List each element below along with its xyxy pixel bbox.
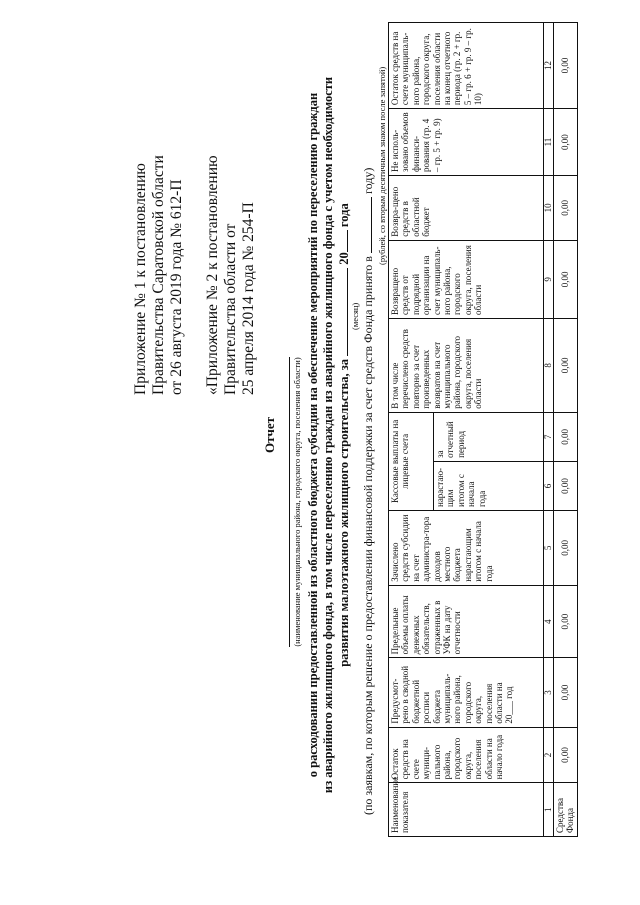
col-header-4: Предельные объемы оплаты денежных обязательств, отраженных в УФК на дату отчетности	[389, 585, 544, 658]
column-number-row	[544, 23, 554, 837]
table-cell: 0,00	[554, 727, 578, 783]
col-header-7: за отчетный период	[434, 412, 544, 461]
col-header-3: Предусмот-рено в сводной бюджетной росписи бюджета муниципаль-ного района, городского округа, поселения области на 20___ год	[389, 658, 544, 727]
header-line-5: Правительства области от	[222, 223, 239, 395]
col-header-6-7: Кассовые выплаты на лицевые счета	[389, 412, 434, 510]
year-blank	[336, 230, 348, 252]
units-note: (рублей, со вторым десятичным знаком после запятой)	[377, 66, 387, 265]
report-title: Отчет	[262, 417, 277, 453]
column-number: 9	[544, 240, 554, 318]
table-row	[554, 23, 578, 837]
column-number: 5	[544, 511, 554, 586]
col-header-8: В том числе перечислено средств повторно за счет произведенных возвратов на счет муниципального района, городского округа, поселения области	[389, 318, 544, 412]
column-number: 6	[544, 461, 554, 510]
table-cell: 0,00	[554, 585, 578, 658]
column-number: 3	[544, 658, 554, 727]
subject-line-1: о расходовании предоставленной из областного бюджета субсидии на обеспечение мероприятий по переселению граждан	[306, 92, 320, 778]
appendix-header	[132, 95, 258, 395]
table-header-row	[389, 23, 434, 837]
table-cell: 0,00	[554, 23, 578, 109]
header-line-6: 25 апреля 2014 года № 254-П	[240, 202, 257, 395]
table-cell: 0,00	[554, 240, 578, 318]
column-number: 2	[544, 727, 554, 783]
table-cell: 0,00	[554, 658, 578, 727]
col-header-1: Наименование показателя	[389, 783, 544, 837]
column-number: 1	[544, 783, 554, 837]
subject-line-3: развития малоэтажного жилищного строительства, за 20 года	[337, 203, 351, 667]
table-cell: 0,00	[554, 176, 578, 241]
col-header-9: Возвращено средств от подрядной организации на счет муниципаль-ного района, городского округа, поселения области	[389, 240, 544, 318]
applications-line: (по заявкам, по которым решение о предоставлении финансовой поддержки за счет средств Фонда принято в году)	[361, 167, 375, 815]
column-number: 4	[544, 585, 554, 658]
col-header-6: нарастаю-щим итогом с начала года	[434, 461, 544, 510]
col-header-2: Остаток средств на счете муници-пального района, городского округа, поселения области на начало года	[389, 727, 544, 783]
header-line-2: Правительства Саратовской области	[150, 155, 167, 395]
col-header-10: Возвра-щено средств в областной бюджет	[389, 176, 544, 241]
municipality-blank-line	[289, 357, 290, 647]
month-blank	[336, 268, 348, 356]
header-line-3: от 26 августа 2019 года № 612-П	[168, 179, 185, 395]
col-header-12: Остаток средств на счете муниципаль-ного района, городского округа, поселения области на конец отчетного периода (гр. 2 + гр. 5 – гр. 6 + гр. 9 – гр. 10)	[389, 23, 544, 109]
column-number: 10	[544, 176, 554, 241]
header-line-1: Приложение № 1 к постановлению	[132, 163, 149, 395]
table-cell: 0,00	[554, 412, 578, 461]
col-header-5: Зачислено средств субсидии на счет администра-тора доходов местного бюджета нарастающим итогом с начала года	[389, 511, 544, 586]
col-header-11: Не исполь-зовано объемов финанси-рования (гр. 4 – гр. 5 + гр. 9)	[389, 109, 544, 176]
table-cell: 0,00	[554, 461, 578, 510]
report-table	[388, 22, 578, 837]
column-number: 7	[544, 412, 554, 461]
column-number: 12	[544, 23, 554, 109]
column-number: 11	[544, 109, 554, 176]
subject-line-2: из аварийного жилищного фонда, в том числе переселению граждан из аварийного жилищного фонда с учетом необходимости	[321, 76, 335, 794]
column-number: 8	[544, 318, 554, 412]
municipality-caption: (наименование муниципального района, городского округа, поселения области)	[292, 357, 302, 647]
row-label: Средства Фонда	[554, 783, 578, 837]
table-cell: 0,00	[554, 109, 578, 176]
header-line-4: «Приложение № 2 к постановлению	[204, 155, 221, 395]
month-caption: (месяц)	[350, 302, 360, 330]
decision-year-blank	[360, 197, 372, 253]
table-cell: 0,00	[554, 511, 578, 586]
table-cell: 0,00	[554, 318, 578, 412]
